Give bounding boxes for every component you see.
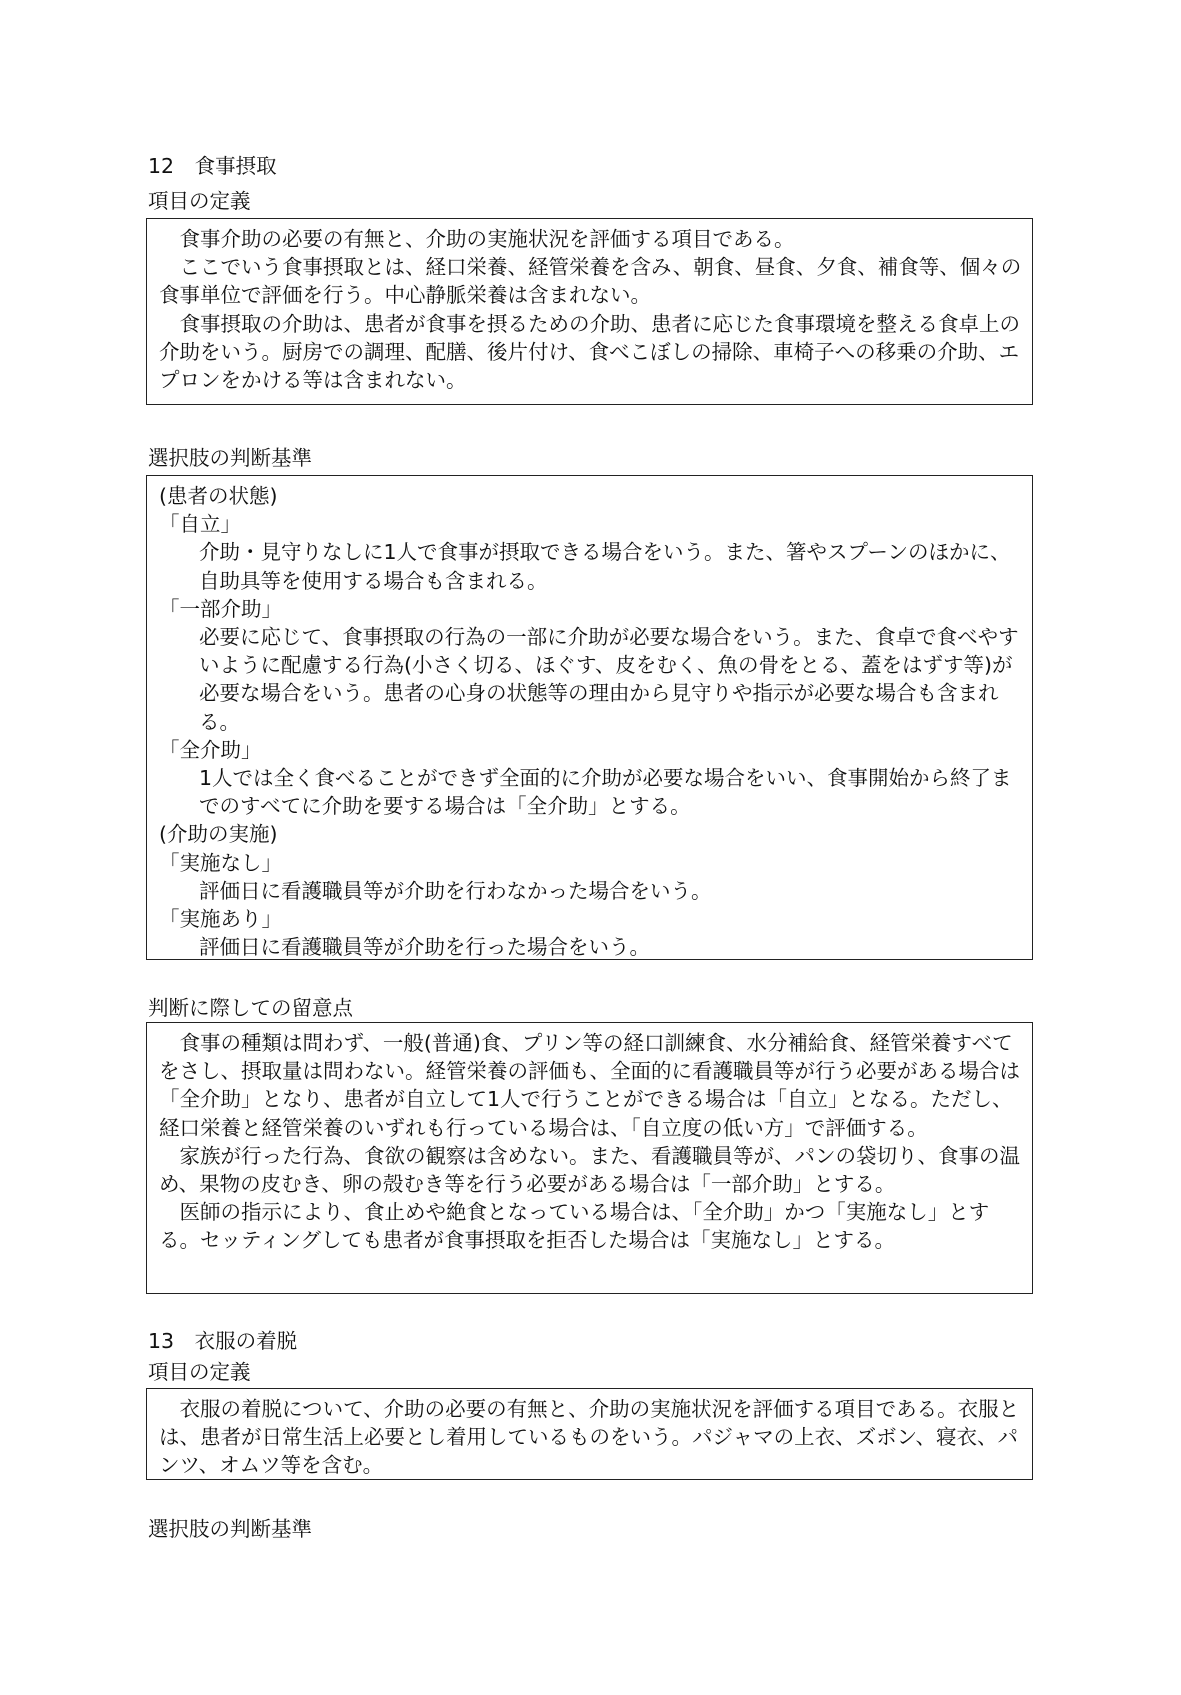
section-12-heading: 12 食事摂取: [148, 154, 277, 178]
definition-paragraph-13: 衣服の着脱について、介助の必要の有無と、介助の実施状況を評価する項目である。衣服とは、患者が日常生活上必要とし着用しているものをいう。パジャマの上衣、ズボン、寝衣、パンツ、オムツ等を含む。: [159, 1397, 1020, 1478]
definition-box: [146, 218, 1033, 405]
definition-box-13: [146, 1388, 1033, 1480]
definition-paragraph: ここでいう食事摂取とは、経口栄養、経管栄養を含み、朝食、昼食、夕食、補食等、個々の食事単位で評価を行う。中心静脈栄養は含まれない。: [159, 255, 1022, 308]
definition-label: 項目の定義: [148, 189, 251, 213]
option-label-ari: 「実施あり」: [159, 907, 282, 932]
notes-label: 判断に際しての留意点: [148, 996, 353, 1020]
definition-paragraph: 食事摂取の介助は、患者が食事を摂るための介助、患者に応じた食事環境を整える食卓上の介助をいう。厨房での調理、配膳、後片付け、食べこぼしの掃除、車椅子への移乗の介助、エプロンをかける等は含まれない。: [159, 311, 1020, 393]
option-text-zen: 1人では全く食べることができず全面的に介助が必要な場合をいい、食事開始から終了までのすべてに介助を要する場合は「全介助」とする。: [199, 766, 1012, 819]
option-label-jiritsu: 「自立」: [159, 512, 241, 537]
option-text-ari: 評価日に看護職員等が介助を行った場合をいう。: [199, 935, 650, 960]
option-label-zen: 「全介助」: [159, 737, 262, 762]
option-label-nashi: 「実施なし」: [159, 850, 282, 875]
definition-paragraph: 食事介助の必要の有無と、介助の実施状況を評価する項目である。: [179, 227, 795, 251]
assist-heading: (介助の実施): [159, 822, 278, 847]
criteria-label: 選択肢の判断基準: [148, 446, 312, 470]
option-text-nashi: 評価日に看護職員等が介助を行わなかった場合をいう。: [199, 878, 712, 903]
criteria-box: [146, 475, 1033, 960]
option-text-ichibu: 必要に応じて、食事摂取の行為の一部に介助が必要な場合をいう。また、食卓で食べやすいように配慮する行為(小さく切る、ほぐす、皮をむく、魚の骨をとる、蓋をはずす等)が必要な場合をいう。患者の心身の状態等の理由から見守りや指示が必要な場合も含まれる。: [199, 625, 1019, 734]
patient-state-heading: (患者の状態): [159, 484, 278, 508]
notes-paragraph: 食事の種類は問わず、一般(普通)食、プリン等の経口訓練食、水分補給食、経管栄養すべてをさし、摂取量は問わない。経管栄養の評価も、全面的に看護職員等が行う必要がある場合は「全介助」となり、患者が自立して1人で行うことができる場合は「自立」となる。ただし、経口栄養と経管栄養のいずれも行っている場合は、「自立度の低い方」で評価する。: [159, 1031, 1020, 1140]
definition-label-13: 項目の定義: [148, 1360, 251, 1384]
section-13-heading: 13 衣服の着脱: [148, 1329, 298, 1353]
option-label-ichibu: 「一部介助」: [159, 596, 282, 621]
notes-paragraph: 家族が行った行為、食欲の観察は含めない。また、看護職員等が、パンの袋切り、食事の温め、果物の皮むき、卵の殻むき等を行う必要がある場合は「一部介助」とする。: [159, 1143, 1020, 1197]
notes-paragraph: 医師の指示により、食止めや絶食となっている場合は、「全介助」かつ「実施なし」とする。セッティングしても患者が食事摂取を拒否した場合は「実施なし」とする。: [159, 1200, 990, 1253]
criteria-label-13: 選択肢の判断基準: [148, 1517, 312, 1541]
notes-box: [146, 1022, 1033, 1294]
option-text-jiritsu: 介助・見守りなしに1人で食事が摂取できる場合をいう。また、箸やスプーンのほかに、自助具等を使用する場合も含まれる。: [199, 540, 1011, 593]
